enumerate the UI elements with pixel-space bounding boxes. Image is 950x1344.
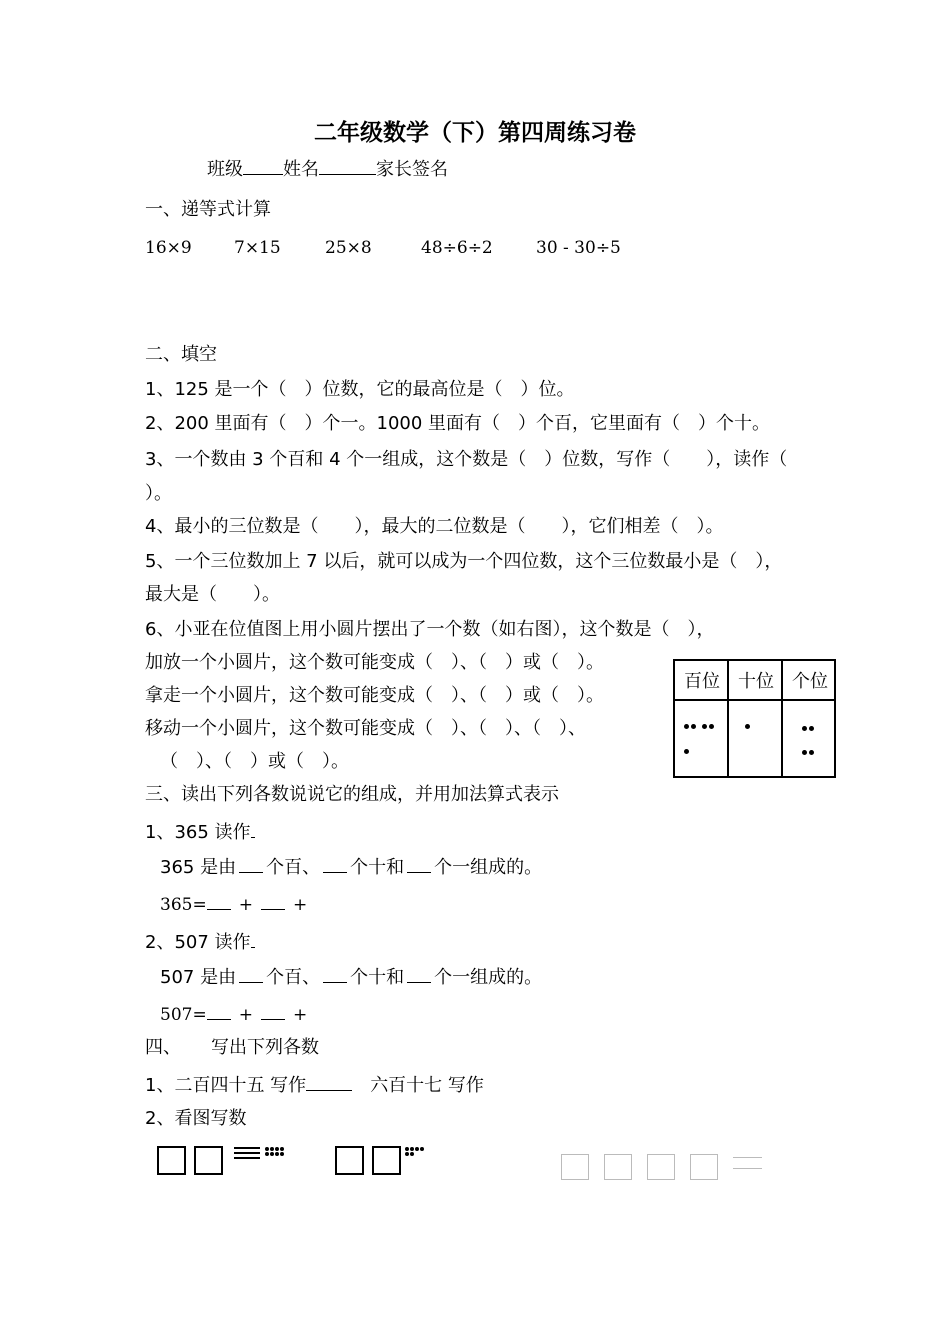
item1-comp-text: 个十和 [350,857,405,878]
write-q1 [145,1074,484,1095]
hundreds-counter [702,724,707,729]
item1-comp-text: 个一组成的。 [434,857,543,878]
item2-eq-blank[interactable] [261,1003,285,1020]
ones-counter [809,726,814,731]
hundred-square-faint [647,1154,675,1180]
item2-hundreds-blank[interactable] [239,966,263,983]
fill-q5-line2: 最大是（ ）。 [145,584,280,605]
item2-comp-text: 507 是由 [160,967,237,988]
item2-eq-label: 507= [160,1005,207,1025]
item2-comp-text: 个百、 [266,967,321,988]
item2-ones-blank[interactable] [407,966,431,983]
hundred-square-faint [604,1154,632,1180]
ones-counter [802,726,807,731]
one-counter [270,1152,274,1156]
one-counter [265,1147,269,1151]
class-blank[interactable] [243,158,283,175]
item2-tens-blank[interactable] [323,966,347,983]
item2-read-label: 2、507 读作 [145,932,251,953]
item1-hundreds-blank[interactable] [239,856,263,873]
section1-heading: 一、递等式计算 [145,199,271,220]
fill-q4: 4、最小的三位数是（ ），最大的二位数是（ ），它们相差（ ）。 [145,516,724,537]
item1-eq-label: 365= [160,895,207,915]
item2-comp-text: 个一组成的。 [434,967,543,988]
name-label: 姓名 [283,159,319,180]
plus-sign: + [238,895,253,915]
hundreds-header: 百位 [684,671,720,692]
write-q2: 2、看图写数 [145,1108,247,1129]
one-counter [405,1152,409,1156]
item2-eq-blank[interactable] [207,1003,231,1020]
item1-read-label: 1、365 读作 [145,822,251,843]
fill-q5-line1: 5、一个三位数加上 7 以后，就可以成为一个四位数，这个三位数最小是（ ）， [145,551,783,572]
section4-title: 写出下列各数 [211,1037,319,1058]
fill-q6-line4: 移动一个小圆片，这个数可能变成（ ）、（ ）、（ ）、 [145,718,586,739]
one-counter [265,1152,269,1156]
hundred-square [157,1146,186,1175]
write-q1-blank1[interactable] [306,1074,352,1091]
plus-sign: + [292,1005,308,1025]
calc-problem-2: 7×15 [234,238,281,258]
one-counter [275,1152,279,1156]
item1-equation [160,893,315,914]
name-blank[interactable] [319,158,376,175]
ten-stick [234,1157,260,1159]
item1-tens-blank[interactable] [323,856,347,873]
item1-composition [160,856,542,877]
hundred-square-faint [690,1154,718,1180]
ten-stick [234,1147,260,1149]
item2-comp-text: 个十和 [350,967,405,988]
hundreds-counter [684,749,689,754]
hundreds-counter [691,724,696,729]
calc-problem-5: 30 - 30÷5 [536,238,621,258]
ten-stick-faint [733,1157,762,1158]
fill-q1: 1、125 是一个（ ）位数，它的最高位是（ ）位。 [145,379,575,400]
fill-q2: 2、200 里面有（ ）个一。1000 里面有（ ）个百，它里面有（ ）个十。 [145,413,771,434]
ten-stick [234,1152,260,1154]
student-info-line [207,158,448,179]
one-counter [410,1147,414,1151]
ones-counter [809,750,814,755]
fill-q3-line2: ）。 [145,483,172,504]
fill-q6-line5: （ ）、（ ）或（ ）。 [160,751,349,772]
hundreds-counter [684,724,689,729]
hundred-square [194,1146,223,1175]
one-counter [405,1147,409,1151]
parent-sign-label: 家长签名 [376,159,448,180]
section2-heading: 二、填空 [145,344,217,365]
item1-comp-text: 365 是由 [160,857,237,878]
item2-equation [160,1003,315,1024]
one-counter [270,1147,274,1151]
write-q1-part2: 六百十七 写作 [370,1075,484,1096]
tens-header: 十位 [738,671,774,692]
fill-q3-line1: 3、一个数由 3 个百和 4 个一组成，这个数是（ ）位数，写作（ ），读作（ [145,449,788,470]
ones-counter [802,750,807,755]
table-header-divider [675,699,834,701]
hundred-square [335,1146,364,1175]
write-q1-part1: 1、二百四十五 写作 [145,1075,307,1096]
tens-counter [745,724,750,729]
item2-composition [160,966,542,987]
hundred-square [372,1146,401,1175]
hundreds-counter [709,724,714,729]
item1-comp-text: 个百、 [266,857,321,878]
fill-q6-line2: 加放一个小圆片，这个数可能变成（ ）、（ ）或（ ）。 [145,652,604,673]
one-counter [420,1147,424,1151]
item1-read-line [145,821,255,842]
one-counter [275,1147,279,1151]
fill-q6-line1: 6、小亚在位值图上用小圆片摆出了一个数（如右图），这个数是（ ）， [145,619,715,640]
one-counter [280,1147,284,1151]
item1-read-blank[interactable] [251,821,255,838]
item1-eq-blank[interactable] [207,893,231,910]
item1-eq-blank[interactable] [261,893,285,910]
one-counter [280,1152,284,1156]
place-value-table [673,659,836,778]
plus-sign: + [292,895,308,915]
one-counter [415,1147,419,1151]
item1-ones-blank[interactable] [407,856,431,873]
hundred-square-faint [561,1154,589,1180]
calc-problem-4: 48÷6÷2 [421,238,493,258]
ten-stick-faint [733,1168,762,1169]
calc-problem-1: 16×9 [145,238,192,258]
calc-problem-3: 25×8 [325,238,372,258]
section3-heading: 三、读出下列各数说说它的组成，并用加法算式表示 [145,784,559,805]
page-title: 二年级数学（下）第四周练习卷 [314,120,636,146]
section4-heading [145,1039,319,1057]
class-label: 班级 [207,159,243,180]
item2-read-blank[interactable] [251,931,255,948]
plus-sign: + [238,1005,253,1025]
one-counter [410,1152,414,1156]
section4-number: 四、 [145,1037,181,1058]
item2-read-line [145,931,255,952]
fill-q6-line3: 拿走一个小圆片，这个数可能变成（ ）、（ ）或（ ）。 [145,685,604,706]
ones-header: 个位 [792,671,828,692]
